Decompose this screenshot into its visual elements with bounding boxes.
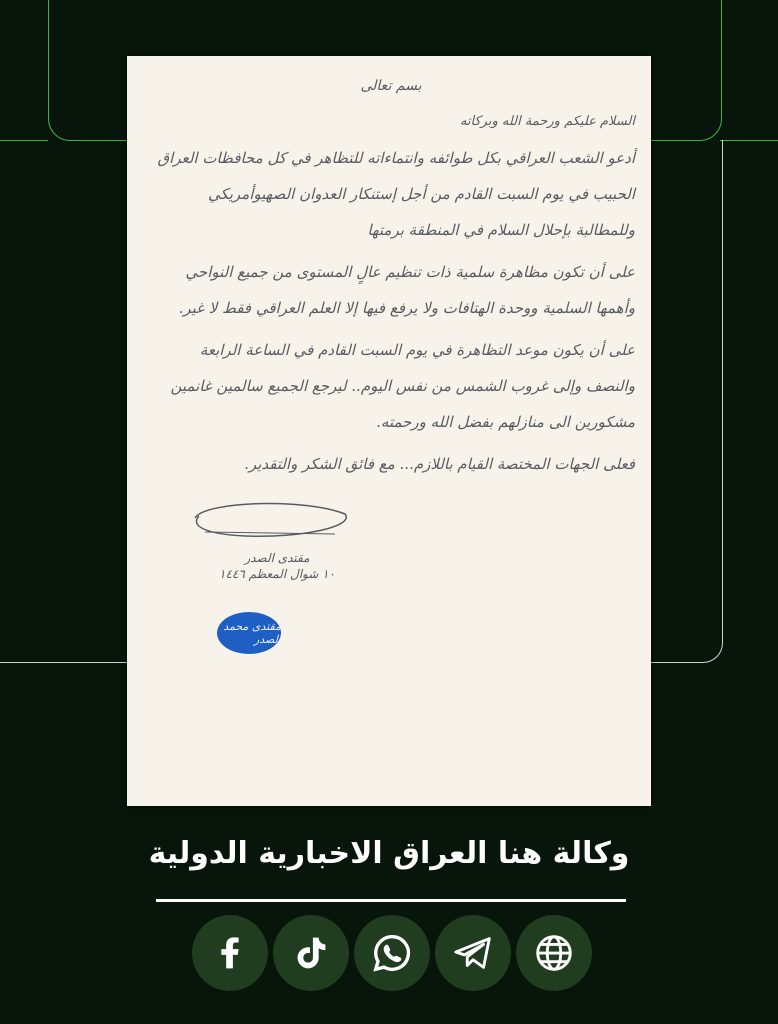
tiktok-button[interactable] — [273, 915, 349, 991]
signature-text-block — [187, 550, 367, 582]
footer-divider — [156, 899, 626, 902]
agency-name: وكالة هنا العراق الاخبارية الدولية — [148, 836, 630, 871]
decorative-frame-line-right — [720, 140, 778, 141]
letter-paragraph-3: على أن يكون موعد التظاهرة في يوم السبت القادم في الساعة الرابعة والنصف وإلى غروب الشمس من نفس اليوم.. ليرجع الجميع سالمين غانمين مشكورين الى منازلهم بفضل الله ورحمته. — [170, 341, 635, 431]
letter-body — [147, 68, 635, 488]
letter-paragraph-2: على أن تكون مظاهرة سلمية ذات تنظيم عالٍ المستوى من جميع النواحي وأهمها السلمية ووحدة الهتافات ولا يرفع فيها إلا العلم العراقي فقط لا غير. — [178, 263, 635, 317]
signature-date: ١٠ شوال المعظم ١٤٤٦ — [219, 567, 335, 581]
signature-name: مقتدى الصدر — [244, 551, 310, 565]
globe-icon — [531, 930, 577, 976]
social-links — [192, 915, 592, 991]
facebook-icon — [207, 930, 253, 976]
whatsapp-icon — [369, 930, 415, 976]
letter-paragraph-1: أدعو الشعب العراقي بكل طوائفه وانتماءاته للتظاهر في كل محافظات العراق الحبيب في يوم السبت القادم من أجل إستنكار العدوان الصهيوأمريكي وللمطالبة بإحلال السلام في المنطقة برمتها — [157, 149, 635, 239]
letter-basmala: بسم تعالى — [360, 78, 422, 94]
official-stamp — [217, 612, 281, 654]
whatsapp-button[interactable] — [354, 915, 430, 991]
telegram-icon — [450, 930, 496, 976]
letter-greeting: السلام عليكم ورحمة الله وبركاته — [459, 114, 635, 129]
letter-paragraph-4: فعلى الجهات المختصة القيام باللازم... مع فائق الشكر والتقدير. — [244, 455, 635, 473]
facebook-button[interactable] — [192, 915, 268, 991]
signature-icon — [185, 496, 355, 546]
website-button[interactable] — [516, 915, 592, 991]
stamp-text: مقتدى محمد الصدر — [223, 620, 281, 646]
letter-document — [127, 56, 651, 806]
tiktok-icon — [288, 930, 334, 976]
telegram-button[interactable] — [435, 915, 511, 991]
